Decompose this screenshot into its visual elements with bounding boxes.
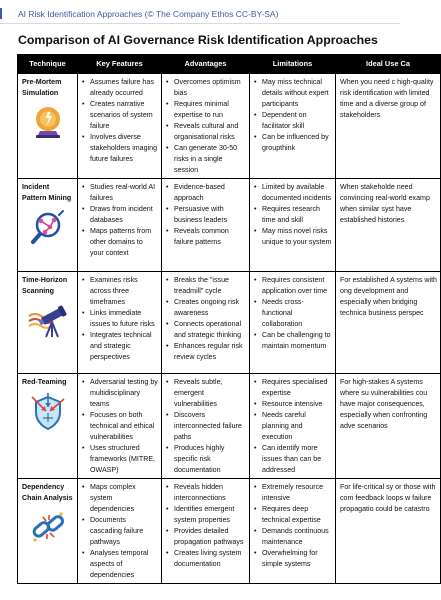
feature-item: • Maps patterns from other domains to your context bbox=[82, 226, 158, 259]
advantage-item: • Overcomes optimism bias bbox=[166, 77, 246, 99]
pattern-search-icon bbox=[28, 207, 68, 247]
feature-item: • Draws from incident databases bbox=[82, 204, 158, 226]
limitation-item: • Limited by available documented incidents bbox=[254, 182, 332, 204]
feature-item: • Examines risks across three timeframes bbox=[82, 275, 158, 308]
feature-item: • Adversarial testing by multidisciplinary teams bbox=[82, 377, 158, 410]
limitation-item: • Demands continuous maintenance bbox=[254, 526, 332, 548]
use-case-cell bbox=[336, 373, 441, 478]
limitations-cell bbox=[250, 478, 336, 583]
advantage-item: • Creates living system documentation bbox=[166, 548, 246, 570]
feature-item: • Studies real-world AI failures bbox=[82, 182, 158, 204]
limitation-item: • Extremely resource intensive bbox=[254, 482, 332, 504]
limitations-cell bbox=[250, 271, 336, 373]
header-bar bbox=[0, 0, 400, 24]
features-cell bbox=[78, 373, 162, 478]
limitation-item: • Resource intensive bbox=[254, 399, 332, 410]
limitation-item: • May miss novel risks unique to your system bbox=[254, 226, 332, 248]
limitation-item: • Overwhelming for simple systems bbox=[254, 548, 332, 570]
limitation-item: • May miss technical details without expert participants bbox=[254, 77, 332, 110]
technique-name: Red-Teaming bbox=[22, 377, 67, 386]
use-case-text: When stakeholde need convincing real-world examp when similar syst have established histories bbox=[340, 182, 430, 224]
limitations-cell bbox=[250, 373, 336, 478]
advantage-item: • Produces highly specific risk documentation bbox=[166, 443, 246, 476]
header-accent bbox=[0, 8, 2, 19]
comparison-table bbox=[17, 54, 441, 584]
feature-item: • Uses structured frameworks (MITRE, OWASP) bbox=[82, 443, 158, 476]
column-header-limitations: Limitations bbox=[250, 55, 336, 74]
features-cell bbox=[78, 271, 162, 373]
advantage-item: • Reveals cultural and organisational risks bbox=[166, 121, 246, 143]
technique-cell bbox=[18, 271, 78, 373]
feature-item: • Assumes failure has already occurred bbox=[82, 77, 158, 99]
features-cell bbox=[78, 74, 162, 179]
technique-name: Time-Horizon Scanning bbox=[22, 275, 68, 295]
use-case-text: For life-critical sy or those with com feedback loops w failure propagatio could be catastro bbox=[340, 482, 436, 513]
limitation-item: • Requires consistent application over time bbox=[254, 275, 332, 297]
technique-cell bbox=[18, 178, 78, 271]
comparison-table-wrapper bbox=[17, 54, 437, 584]
feature-item: • Links immediate issues to future risks bbox=[82, 308, 158, 330]
column-header-advantages: Advantages bbox=[162, 55, 250, 74]
advantages-cell bbox=[162, 178, 250, 271]
feature-item: • Involves diverse stakeholders imaging future failures bbox=[82, 132, 158, 165]
limitation-item: • Can be influenced by groupthink bbox=[254, 132, 332, 154]
table-row bbox=[18, 271, 441, 373]
advantage-item: • Persuasive with business leaders bbox=[166, 204, 246, 226]
table-row bbox=[18, 178, 441, 271]
advantages-cell bbox=[162, 271, 250, 373]
advantages-cell bbox=[162, 74, 250, 179]
advantage-item: • Reveals hidden interconnections bbox=[166, 482, 246, 504]
advantage-item: • Reveals common failure patterns bbox=[166, 226, 246, 248]
use-case-text: For established A systems with ong development and especially when bridging technica business perspec bbox=[340, 275, 437, 317]
feature-item: • Focuses on both technical and ethical vulnerabilities bbox=[82, 410, 158, 443]
use-case-text: For high-stakes A systems where su vulnerabilities cou have major consequences, especially when confronting adve scenarios bbox=[340, 377, 428, 430]
advantage-item: • Reveals subtle, emergent vulnerabilities bbox=[166, 377, 246, 410]
limitation-item: • Needs cross-functional collaboration bbox=[254, 297, 332, 330]
column-header-technique: Technique bbox=[18, 55, 78, 74]
advantage-item: • Creates ongoing risk awareness bbox=[166, 297, 246, 319]
technique-cell bbox=[18, 74, 78, 179]
advantages-cell bbox=[162, 478, 250, 583]
technique-name: Dependency Chain Analysis bbox=[22, 482, 73, 502]
feature-item: • Analyses temporal aspects of dependencies bbox=[82, 548, 158, 581]
crystal-ball-icon bbox=[28, 102, 68, 142]
advantage-item: • Identifies emergent system properties bbox=[166, 504, 246, 526]
column-header-ideal-use-case: Ideal Use Ca bbox=[336, 55, 441, 74]
table-row bbox=[18, 74, 441, 179]
features-cell bbox=[78, 178, 162, 271]
feature-item: • Integrates technical and strategic perspectives bbox=[82, 330, 158, 363]
limitation-item: • Requires deep technical expertise bbox=[254, 504, 332, 526]
advantage-item: • Provides detailed propagation pathways bbox=[166, 526, 246, 548]
use-case-cell bbox=[336, 178, 441, 271]
limitation-item: • Needs careful planning and execution bbox=[254, 410, 332, 443]
advantage-item: • Discovers interconnected failure paths bbox=[166, 410, 246, 443]
advantage-item: • Requires minimal expertise to run bbox=[166, 99, 246, 121]
use-case-cell bbox=[336, 74, 441, 179]
features-cell bbox=[78, 478, 162, 583]
limitation-item: • Requires specialised expertise bbox=[254, 377, 332, 399]
feature-item: • Documents cascading failure pathways bbox=[82, 515, 158, 548]
table-header-row bbox=[18, 55, 441, 74]
technique-name: Pre-Mortem Simulation bbox=[22, 78, 62, 97]
feature-item: • Creates narrative scenarios of system failure bbox=[82, 99, 158, 132]
column-header-key-features: Key Features bbox=[78, 55, 162, 74]
limitations-cell bbox=[250, 74, 336, 179]
feature-item: • Maps complex system dependencies bbox=[82, 482, 158, 515]
limitations-cell bbox=[250, 178, 336, 271]
advantage-item: • Connects operational and strategic thinking bbox=[166, 319, 246, 341]
use-case-cell bbox=[336, 478, 441, 583]
table-row bbox=[18, 373, 441, 478]
technique-name: Incident Pattern Mining bbox=[22, 182, 72, 202]
use-case-cell bbox=[336, 271, 441, 373]
use-case-text: When you need c high-quality risk identification with limited time and a diverse group of stakeholders bbox=[340, 78, 434, 119]
table-row bbox=[18, 478, 441, 583]
technique-cell bbox=[18, 478, 78, 583]
advantages-cell bbox=[162, 373, 250, 478]
telescope-icon bbox=[27, 300, 69, 340]
advantage-item: • Breaks the "issue treadmill" cycle bbox=[166, 275, 246, 297]
limitation-item: • Requires research time and skill bbox=[254, 204, 332, 226]
advantage-item: • Enhances regular risk review cycles bbox=[166, 341, 246, 363]
technique-cell bbox=[18, 373, 78, 478]
advantage-item: • Can generate 30-50 risks in a single session bbox=[166, 143, 246, 176]
limitation-item: • Dependent on facilitator skill bbox=[254, 110, 332, 132]
header-title: AI Risk Identification Approaches (© The Company Ethos CC-BY-SA) bbox=[18, 9, 279, 19]
shield-arrows-icon bbox=[28, 391, 68, 433]
document-title: Comparison of AI Governance Risk Identification Approaches bbox=[18, 33, 378, 47]
limitation-item: • Can identify more issues than can be addressed bbox=[254, 443, 332, 476]
advantage-item: • Evidence-based approach bbox=[166, 182, 246, 204]
limitation-item: • Can be challenging to maintain momentum bbox=[254, 330, 332, 352]
broken-chain-icon bbox=[28, 507, 68, 547]
